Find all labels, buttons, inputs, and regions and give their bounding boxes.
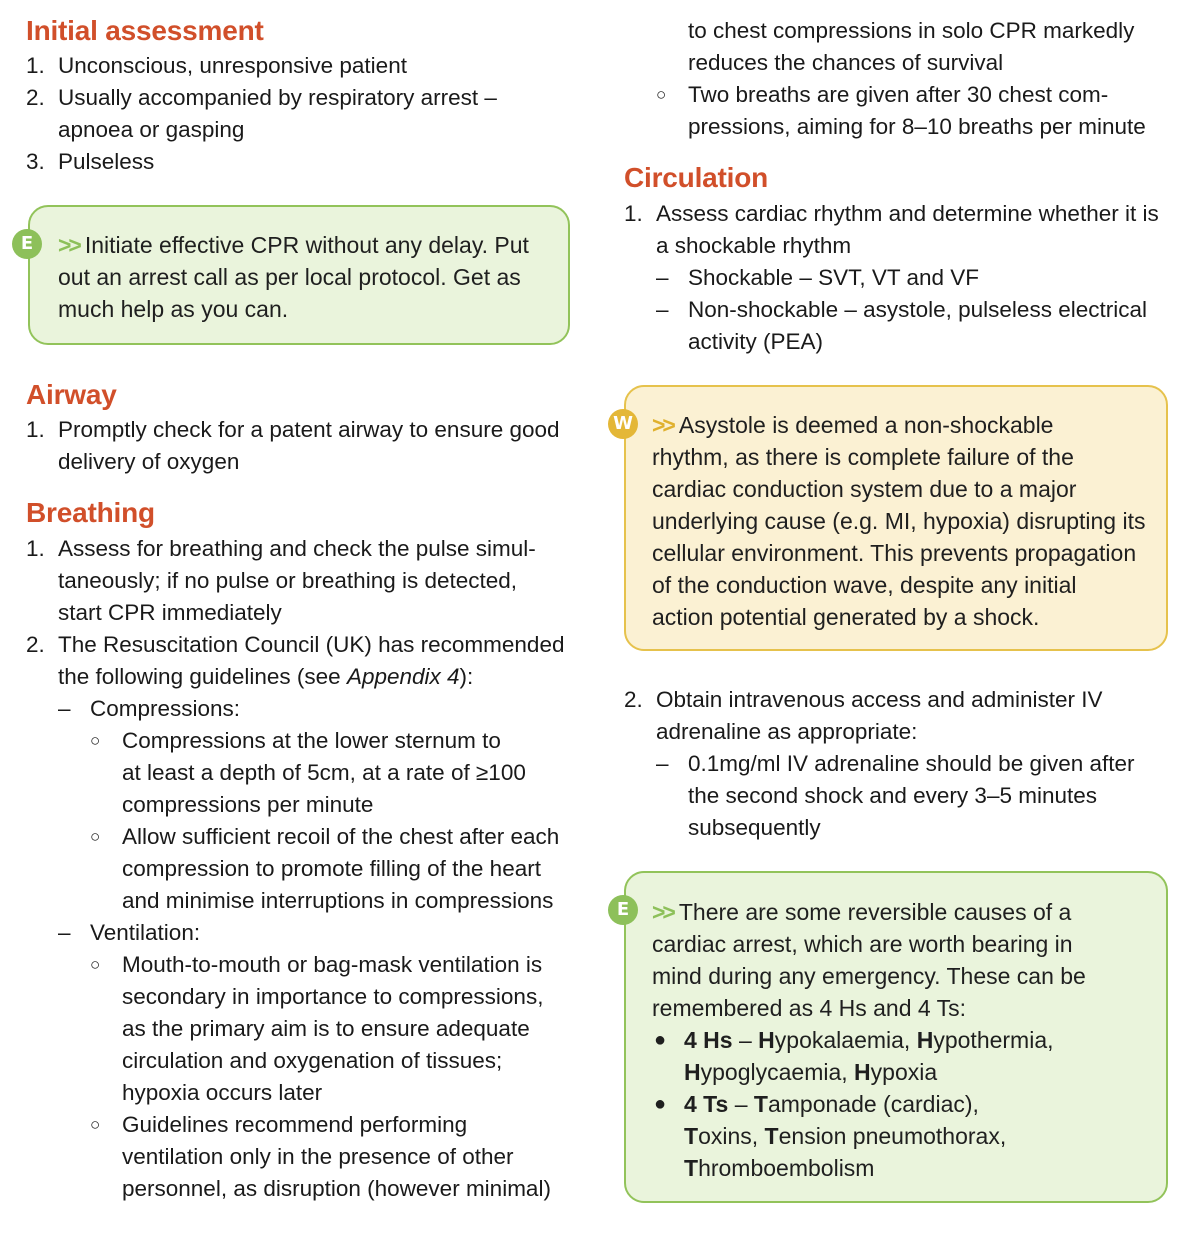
callout-line: action potential generated by a shock. <box>652 604 1040 630</box>
sub-item-compressions: – Compressions: <box>58 696 241 721</box>
breathing-list-continued <box>592 15 1172 143</box>
sub-sub-item-continuation: pressions, aiming for 8–10 breaths per minute <box>688 114 1146 139</box>
sub-sub-item: ○ Mouth-to-mouth or bag-mask ventilation is <box>90 952 543 977</box>
list-item: 1. Assess for breathing and check the pulse simul- <box>26 536 536 561</box>
bullet-item-4ts: ● 4 Ts – Tamponade (cardiac), <box>652 1088 1086 1120</box>
sub-sub-item-continuation: circulation and oxygenation of tissues; <box>122 1048 503 1073</box>
sub-item: – Shockable – SVT, VT and VF <box>656 265 979 290</box>
callout-line: >> Initiate effective CPR without any delay. Put <box>58 232 529 258</box>
list-item: 3. Pulseless <box>26 149 155 174</box>
list-item-continuation: start CPR immediately <box>58 600 282 625</box>
sub-sub-item-continuation: and minimise interruptions in compressions <box>122 888 554 913</box>
sub-sub-item: ○ Guidelines recommend performing <box>90 1112 468 1137</box>
callout-line: cardiac arrest, which are worth bearing in <box>652 931 1073 957</box>
list-item-continuation: adrenaline as appropriate: <box>656 719 918 744</box>
sub-sub-item: ○ Two breaths are given after 30 chest com- <box>656 82 1109 107</box>
sub-sub-item-continuation: to chest compressions in solo CPR markedly <box>688 18 1135 43</box>
list-item: 2. Obtain intravenous access and administer IV <box>624 687 1103 712</box>
sub-item-ventilation: – Ventilation: <box>58 920 201 945</box>
list-item-continuation: delivery of oxygen <box>58 449 240 474</box>
callout-line: much help as you can. <box>58 296 289 322</box>
bullet-item-continuation: Toxins, Tension pneumothorax, <box>684 1123 1007 1149</box>
list-item: 2. The Resuscitation Council (UK) has recommended <box>26 632 565 657</box>
list-item-continuation: taneously; if no pulse or breathing is detected, <box>58 568 518 593</box>
callout-line: cardiac conduction system due to a major <box>652 476 1077 502</box>
bullet-icon: ● <box>654 1029 667 1051</box>
list-item-continuation: apnoea or gasping <box>58 117 245 142</box>
sub-sub-item: ○ Compressions at the lower sternum to <box>90 728 501 753</box>
essential-badge-icon: E <box>608 895 638 925</box>
warning-badge-icon: W <box>608 409 638 439</box>
heading-circulation: Circulation <box>624 162 769 193</box>
bullet-icon: ● <box>654 1093 667 1115</box>
callout-line: of the conduction wave, despite any initial <box>652 572 1077 598</box>
bullet-item-continuation: Hypoglycaemia, Hypoxia <box>684 1059 938 1085</box>
essential-callout-cpr <box>28 205 570 345</box>
chevron-icon: >> <box>652 412 673 438</box>
sub-sub-item-continuation: as the primary aim is to ensure adequate <box>122 1016 530 1041</box>
essential-badge-icon: E <box>12 229 42 259</box>
list-item-continuation: the following guidelines (see Appendix 4): <box>58 664 474 689</box>
heading-airway: Airway <box>26 379 117 410</box>
circulation-list-2 <box>624 684 1172 844</box>
sub-sub-item-continuation: hypoxia occurs later <box>122 1080 323 1105</box>
callout-line: >> There are some reversible causes of a <box>652 899 1072 925</box>
sub-sub-item-continuation: personnel, as disruption (however minimal) <box>122 1176 551 1201</box>
chevron-icon: >> <box>652 899 673 925</box>
sub-item: – 0.1mg/ml IV adrenaline should be given after <box>656 751 1135 776</box>
sub-sub-item-continuation: compression to promote filling of the heart <box>122 856 541 881</box>
heading-initial-assessment: Initial assessment <box>26 15 264 46</box>
list-item: 1. Promptly check for a patent airway to ensure good <box>26 417 560 442</box>
airway-list <box>26 414 572 478</box>
sub-item-continuation: activity (PEA) <box>688 329 824 354</box>
callout-line: remembered as 4 Hs and 4 Ts: <box>652 995 967 1021</box>
sub-item: – Non-shockable – asystole, pulseless electrical <box>656 297 1147 322</box>
bullet-item-4hs: ● 4 Hs – Hypokalaemia, Hypothermia, <box>652 1024 1086 1056</box>
sub-sub-item-continuation: ventilation only in the presence of other <box>122 1144 514 1169</box>
warning-callout-asystole <box>624 385 1168 651</box>
sub-item-continuation: the second shock and every 3–5 minutes <box>688 783 1097 808</box>
initial-list <box>26 50 572 178</box>
sub-sub-item-continuation: compressions per minute <box>122 792 374 817</box>
bullet-item-continuation: Thromboembolism <box>684 1155 875 1181</box>
list-item-continuation: a shockable rhythm <box>656 233 852 258</box>
list-item: 1. Unconscious, unresponsive patient <box>26 53 407 78</box>
callout-line: >> Asystole is deemed a non-shockable <box>652 412 1054 438</box>
circulation-list <box>624 198 1172 358</box>
callout-line: rhythm, as there is complete failure of the <box>652 444 1074 470</box>
sub-sub-item-continuation: reduces the chances of survival <box>688 50 1004 75</box>
callout-line: cellular environment. This prevents propagation <box>652 540 1137 566</box>
list-item: 2. Usually accompanied by respiratory arrest – <box>26 85 497 110</box>
essential-callout-reversible-causes <box>624 871 1168 1203</box>
callout-line: underlying cause (e.g. MI, hypoxia) disrupting its <box>652 508 1146 534</box>
callout-line: mind during any emergency. These can be <box>652 963 1086 989</box>
chevron-icon: >> <box>58 232 79 258</box>
sub-sub-item-continuation: secondary in importance to compressions, <box>122 984 544 1009</box>
list-item: 1. Assess cardiac rhythm and determine whether it is <box>624 201 1159 226</box>
sub-sub-item: ○ Allow sufficient recoil of the chest after each <box>90 824 560 849</box>
callout-line: out an arrest call as per local protocol. Get as <box>58 264 521 290</box>
heading-breathing: Breathing <box>26 497 155 528</box>
sub-sub-item-continuation: at least a depth of 5cm, at a rate of ≥100 <box>122 760 526 785</box>
sub-item-continuation: subsequently <box>688 815 821 840</box>
breathing-list <box>26 533 572 1205</box>
